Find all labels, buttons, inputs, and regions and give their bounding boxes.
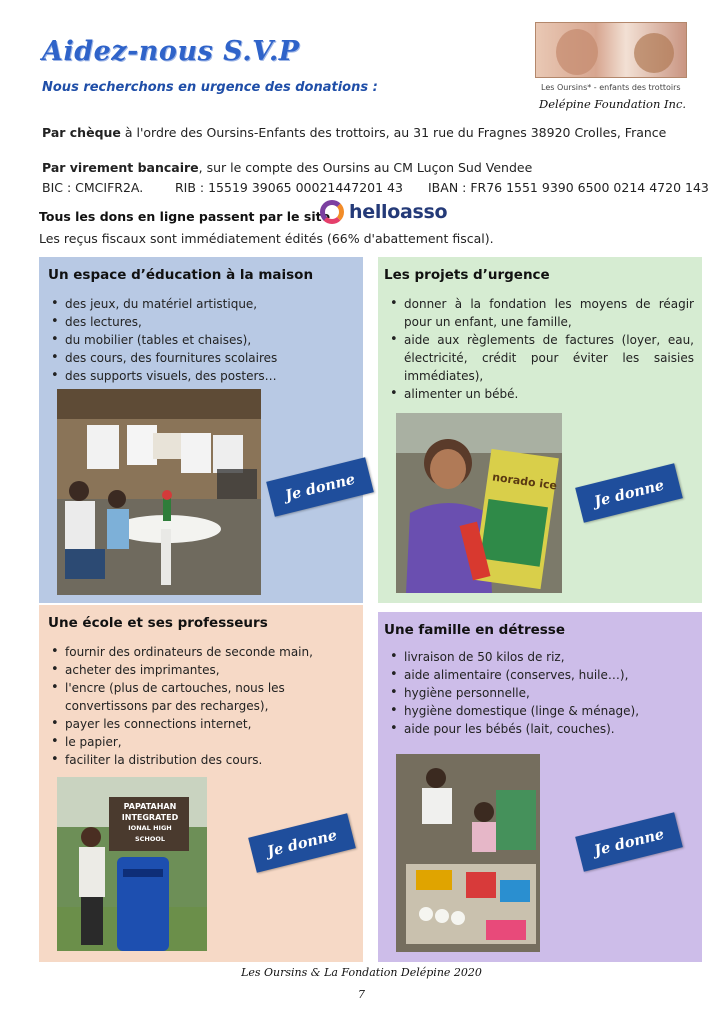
box-famille	[378, 612, 702, 962]
transfer-text: , sur le compte des Oursins au CM Luçon Sud Vendee	[198, 160, 533, 175]
iban-code: IBAN : FR76 1551 9390 6500 0214 4720 143	[428, 180, 709, 195]
box-famille-title: Une famille en détresse	[384, 622, 565, 638]
donate-button-ecole[interactable]: Je donne	[248, 813, 356, 873]
box-urgence-list	[390, 295, 694, 403]
photo-girl-rice	[396, 413, 562, 593]
helloasso-brand: helloasso	[349, 201, 448, 223]
box-ecole-title: Une école et ses professeurs	[48, 615, 268, 631]
list-item: • alimenter un bébé.	[390, 385, 694, 403]
list-item: • du mobilier (tables et chaises),	[51, 331, 351, 349]
donate-button-education[interactable]: Je donne	[266, 457, 374, 517]
foundation-logo	[535, 22, 693, 120]
list-item: • livraison de 50 kilos de riz,	[390, 648, 694, 666]
list-item: • payer les connections internet,	[51, 715, 347, 733]
photo-school	[57, 777, 207, 951]
cheque-text: à l'ordre des Oursins-Enfants des trottoirs, au 31 rue du Fragnes 38920 Crolles, France	[120, 125, 667, 140]
page-subtitle: Nous recherchons en urgence des donations :	[42, 80, 378, 95]
box-urgence-title: Les projets d’urgence	[384, 267, 550, 283]
page-number: 7	[358, 988, 365, 1001]
rice-bag-label: norado ice	[491, 470, 558, 493]
tax-receipts-note: Les reçus fiscaux sont immédiatement édités (66% d'abattement fiscal).	[39, 231, 494, 246]
list-item: • des lectures,	[51, 313, 351, 331]
list-item: • le papier,	[51, 733, 347, 751]
box-ecole-list	[51, 643, 347, 769]
list-item: • des jeux, du matériel artistique,	[51, 295, 351, 313]
cheque-info	[42, 125, 666, 140]
rib-code: RIB : 15519 39065 00021447201 43	[175, 180, 403, 195]
page-title: Aidez-nous S.V.P	[42, 36, 300, 67]
photo-classroom	[57, 389, 261, 595]
logo-caption: Les Oursins* - enfants des trottoirs	[541, 83, 681, 92]
online-donation-text: Tous les dons en ligne passent par le site	[39, 209, 331, 224]
box-education-title: Un espace d’éducation à la maison	[48, 267, 314, 283]
list-item: • hygiène personnelle,	[390, 684, 694, 702]
list-item: • l'encre (plus de cartouches, nous les convertissons par des recharges),	[51, 679, 347, 715]
list-item: • acheter des imprimantes,	[51, 661, 347, 679]
footer-credit: Les Oursins & La Fondation Delépine 2020	[241, 966, 482, 979]
helloasso-link[interactable]	[320, 200, 447, 224]
list-item: • donner à la fondation les moyens de réagir pour un enfant, une famille,	[390, 295, 694, 331]
box-education-list	[51, 295, 351, 385]
bic-code: BIC : CMCIFR2A.	[42, 180, 144, 195]
logo-image	[535, 22, 687, 78]
box-ecole	[39, 605, 363, 962]
list-item: • aide aux règlements de factures (loyer, eau, électricité, crédit pour éviter les saisies immédiates),	[390, 331, 694, 385]
donate-button-urgence[interactable]: Je donne	[575, 463, 683, 523]
school-sign: PAPATAHAN INTEGRATED IONAL HIGH SCHOOL	[121, 802, 179, 843]
helloasso-icon	[320, 200, 344, 224]
transfer-label: Par virement bancaire	[42, 160, 199, 175]
list-item: • des cours, des fournitures scolaires	[51, 349, 351, 367]
logo-signature: Delépine Foundation Inc.	[539, 97, 687, 111]
list-item: • hygiène domestique (linge & ménage),	[390, 702, 694, 720]
box-urgence	[378, 257, 702, 603]
list-item: • aide pour les bébés (lait, couches).	[390, 720, 694, 738]
photo-family-supplies	[396, 754, 540, 952]
box-education	[39, 257, 363, 603]
cheque-label: Par chèque	[42, 125, 121, 140]
list-item: • aide alimentaire (conserves, huile…),	[390, 666, 694, 684]
list-item: • des supports visuels, des posters…	[51, 367, 351, 385]
transfer-info	[42, 160, 532, 175]
list-item: • fournir des ordinateurs de seconde main,	[51, 643, 347, 661]
box-famille-list	[390, 648, 694, 738]
donate-button-famille[interactable]: Je donne	[575, 812, 683, 872]
list-item: • faciliter la distribution des cours.	[51, 751, 347, 769]
